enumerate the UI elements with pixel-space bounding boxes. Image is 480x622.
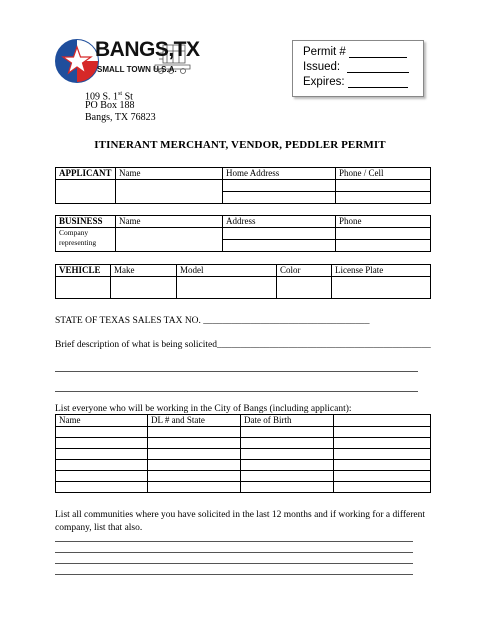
- address-po-box: PO Box 188: [85, 100, 135, 111]
- vehicle-color-field[interactable]: [277, 277, 332, 299]
- communities-fill-line-4[interactable]: [55, 574, 413, 575]
- table-row: [56, 449, 431, 460]
- permit-number-label: Permit #: [303, 46, 346, 58]
- applicant-label-blank: [56, 180, 116, 204]
- business-name-field[interactable]: [116, 228, 223, 252]
- workers-col-dl: DL # and State: [148, 415, 241, 427]
- applicant-address-field-1[interactable]: [223, 180, 336, 192]
- business-phone-field-1[interactable]: [336, 228, 431, 240]
- workers-col-name: Name: [56, 415, 148, 427]
- business-address-field-1[interactable]: [223, 228, 336, 240]
- applicant-name-field[interactable]: [116, 180, 223, 204]
- business-col-phone: Phone: [336, 216, 431, 228]
- vehicle-label-blank: [56, 277, 111, 299]
- workers-col-dob: Date of Birth: [241, 415, 334, 427]
- address-city: Bangs, TX 76823: [85, 112, 156, 123]
- permit-number-field[interactable]: [349, 46, 407, 58]
- logo-name: BANGS,TX: [95, 38, 200, 61]
- vehicle-model-field[interactable]: [177, 277, 277, 299]
- vehicle-license-plate-field[interactable]: [332, 277, 431, 299]
- vehicle-make-field[interactable]: [111, 277, 177, 299]
- form-title: ITINERANT MERCHANT, VENDOR, PEDDLER PERMIT: [94, 139, 386, 151]
- applicant-label: APPLICANT: [56, 168, 116, 180]
- logo-tagline: SMALL TOWN U.S.A.: [97, 65, 177, 74]
- workers-table: [55, 414, 431, 493]
- permit-info-box: [292, 40, 424, 97]
- applicant-table: [55, 167, 431, 204]
- communities-intro-line-2: company, list that also.: [55, 523, 143, 533]
- business-phone-field-2[interactable]: [336, 240, 431, 252]
- applicant-phone-field-1[interactable]: [336, 180, 431, 192]
- issued-label: Issued:: [303, 61, 341, 73]
- business-address-field-2[interactable]: [223, 240, 336, 252]
- sales-tax-line[interactable]: STATE OF TEXAS SALES TAX NO. ___________________________________: [55, 316, 370, 326]
- description-fill-line-1[interactable]: [55, 371, 418, 372]
- communities-fill-line-1[interactable]: [55, 541, 413, 542]
- vehicle-col-model: Model: [177, 265, 277, 277]
- applicant-col-phone: Phone / Cell: [336, 168, 431, 180]
- expires-field[interactable]: [348, 76, 408, 88]
- vehicle-label: VEHICLE: [56, 265, 111, 277]
- business-company-representing: Company representing: [56, 228, 116, 252]
- applicant-address-field-2[interactable]: [223, 192, 336, 204]
- business-table: [55, 215, 431, 252]
- communities-fill-line-3[interactable]: [55, 563, 413, 564]
- business-label: BUSINESS: [56, 216, 116, 228]
- communities-fill-line-2[interactable]: [55, 552, 413, 553]
- description-fill-line-2[interactable]: [55, 391, 418, 392]
- table-row: [56, 460, 431, 471]
- address-street: 109 S. 1st St: [85, 91, 133, 103]
- expires-label: Expires:: [303, 76, 345, 88]
- issued-field[interactable]: [347, 61, 409, 73]
- applicant-phone-field-2[interactable]: [336, 192, 431, 204]
- workers-intro: List everyone who will be working in the City of Bangs (including applicant):: [55, 404, 352, 414]
- business-col-address: Address: [223, 216, 336, 228]
- table-row: [56, 471, 431, 482]
- vehicle-col-license-plate: License Plate: [332, 265, 431, 277]
- table-row: [56, 482, 431, 493]
- table-row: [56, 427, 431, 438]
- table-row: [56, 438, 431, 449]
- bangs-logo: [55, 35, 200, 85]
- vehicle-col-color: Color: [277, 265, 332, 277]
- workers-col-extra: [334, 415, 431, 427]
- communities-intro-line-1: List all communities where you have solicited in the last 12 months and if working for a different: [55, 510, 425, 520]
- description-line[interactable]: Brief description of what is being solicited_____________________________________________: [55, 340, 431, 350]
- business-col-name: Name: [116, 216, 223, 228]
- applicant-col-name: Name: [116, 168, 223, 180]
- applicant-col-home-address: Home Address: [223, 168, 336, 180]
- vehicle-col-make: Make: [111, 265, 177, 277]
- vehicle-table: [55, 264, 431, 299]
